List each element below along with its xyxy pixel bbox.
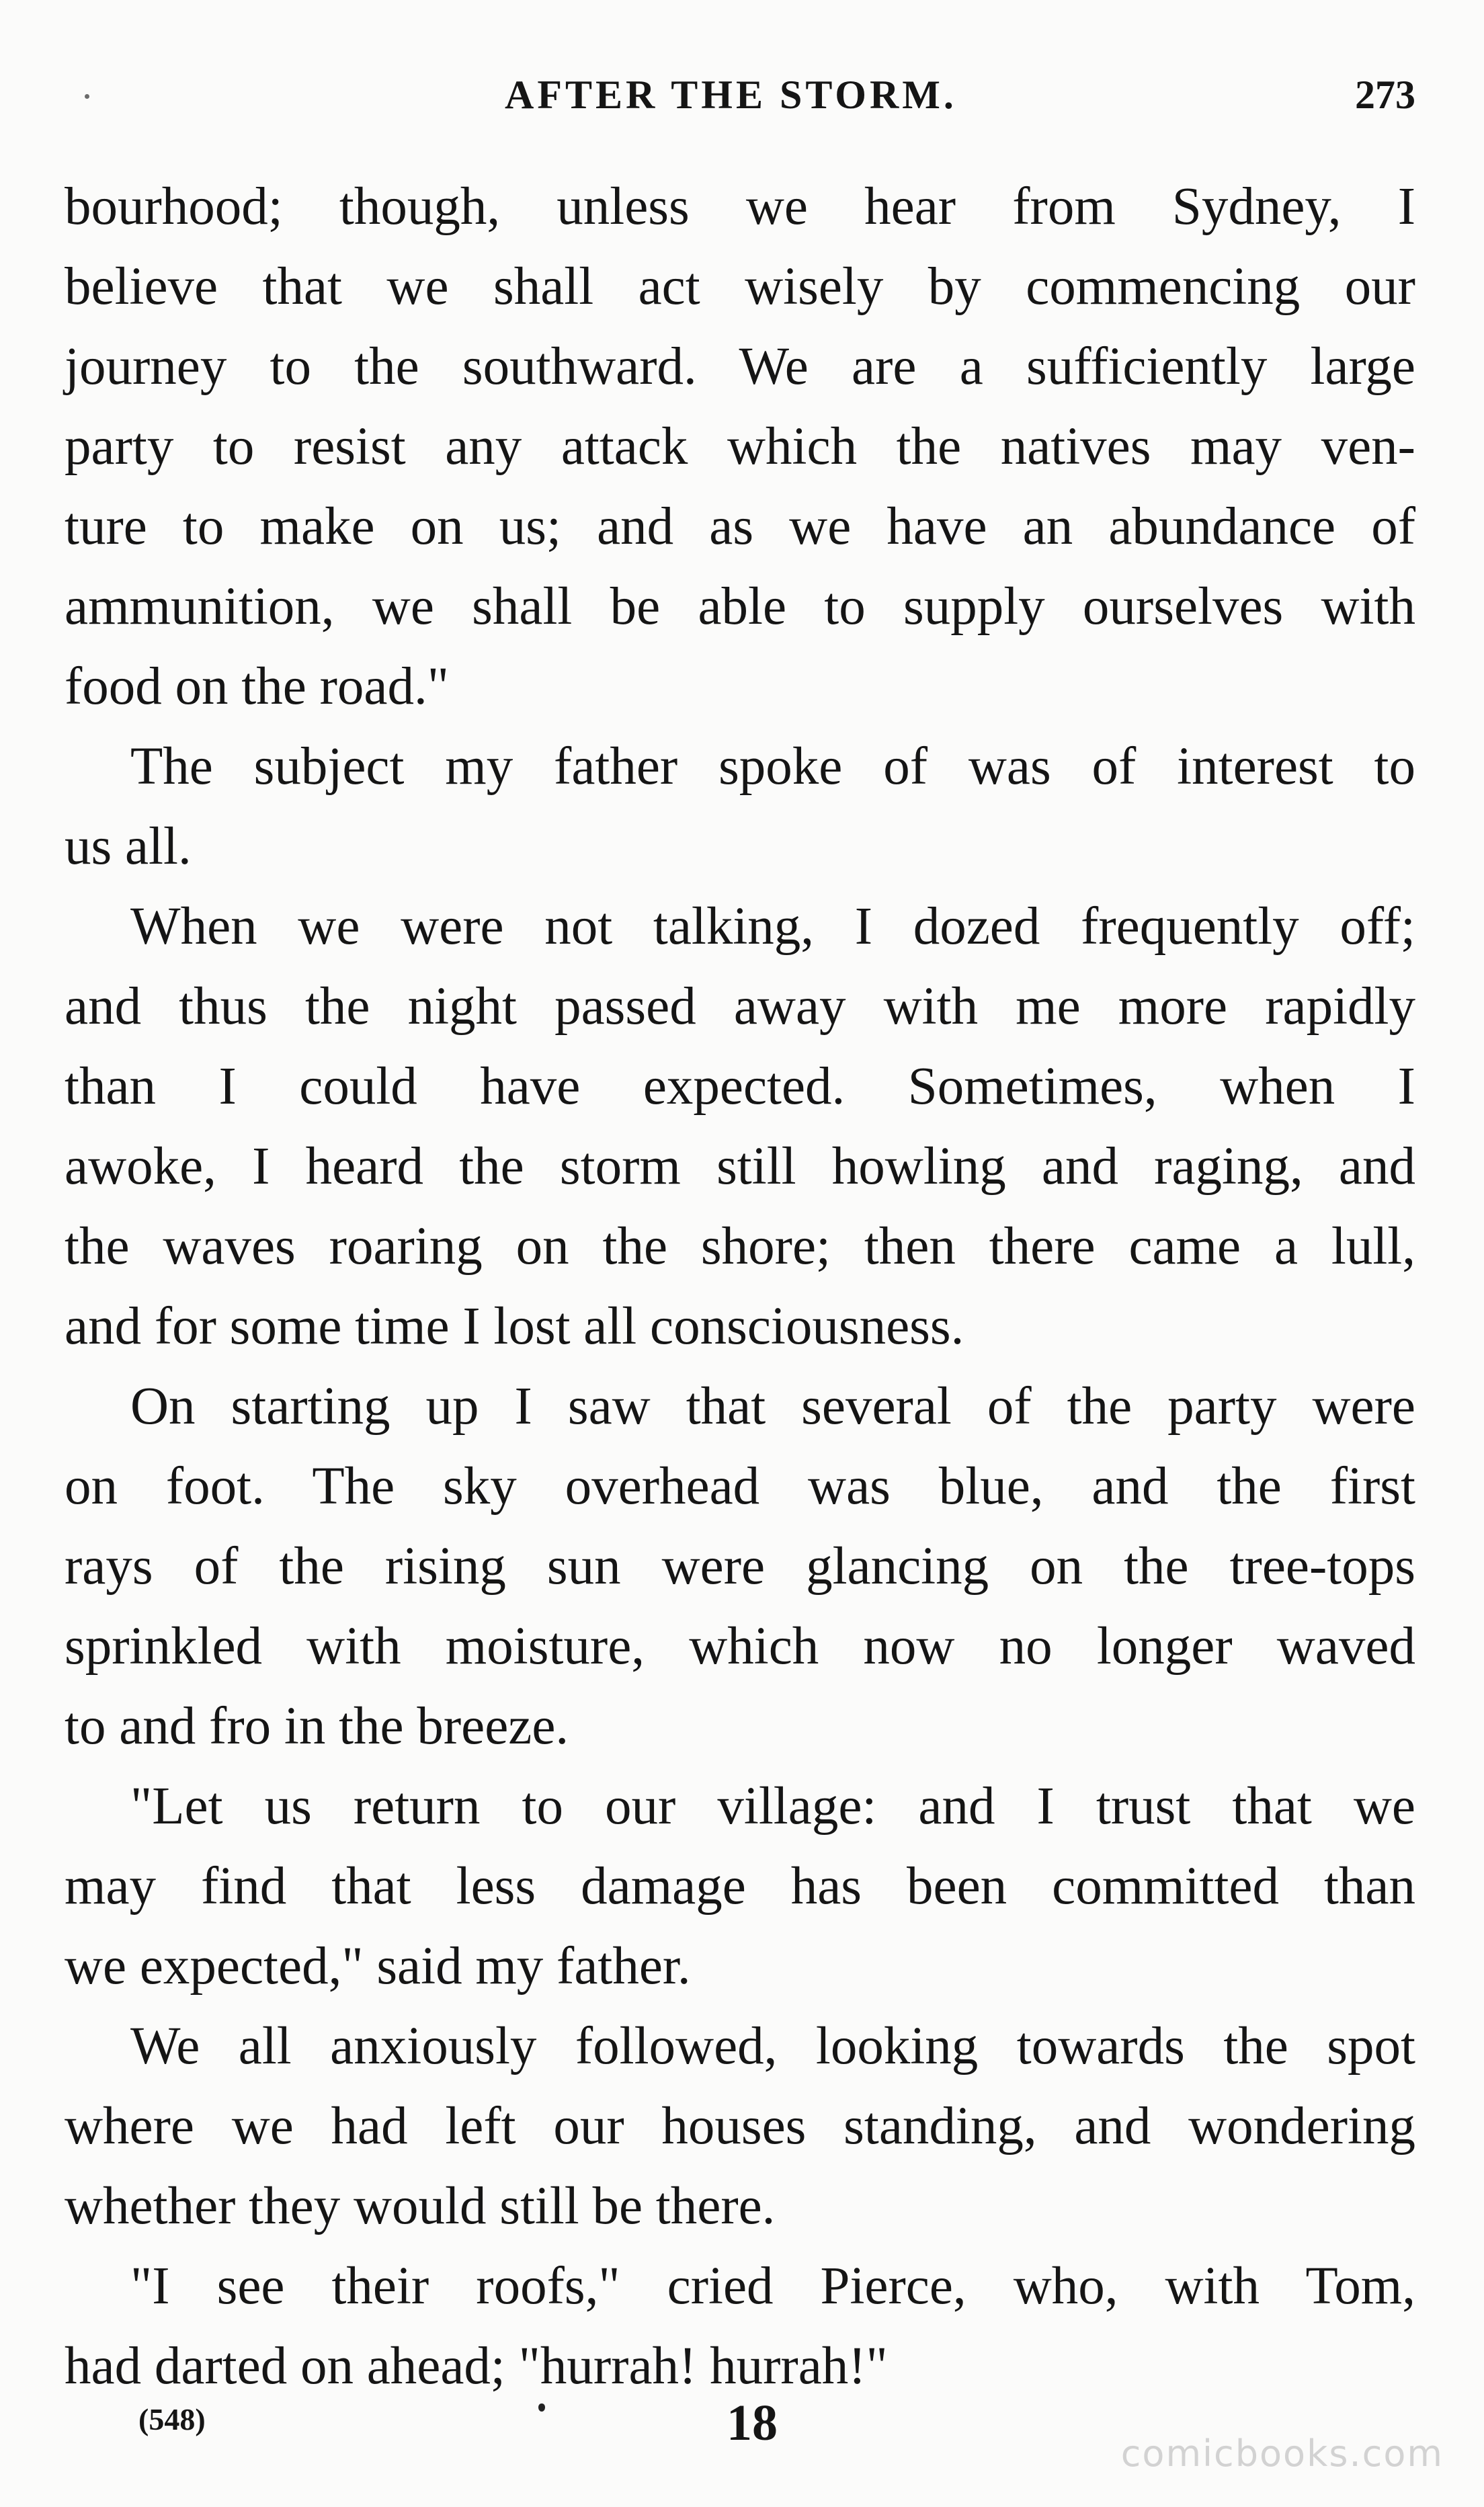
text-line: where we had left our houses standing, and wondering bbox=[65, 2097, 1415, 2155]
paragraph bbox=[65, 2006, 1415, 2246]
paragraph bbox=[65, 727, 1415, 887]
text-line: awoke, I heard the storm still howling and raging, and bbox=[65, 1137, 1415, 1196]
page-header bbox=[65, 65, 1415, 125]
text-line: We all anxiously followed, looking towards the spot bbox=[130, 2017, 1415, 2076]
footer-mark bbox=[538, 2403, 545, 2412]
sheet-number: 18 bbox=[727, 2395, 778, 2451]
text-line: and thus the night passed away with me more rapidly bbox=[65, 977, 1415, 1036]
text-line: to and fro in the breeze. bbox=[65, 1697, 569, 1756]
paragraph bbox=[65, 887, 1415, 1366]
text-line: ture to make on us; and as we have an abundance of bbox=[65, 497, 1415, 556]
text-line: rays of the rising sun were glancing on the tree-tops bbox=[65, 1537, 1415, 1596]
text-line: On starting up I saw that several of the party were bbox=[130, 1377, 1415, 1436]
text-line: food on the road." bbox=[65, 657, 449, 716]
text-line: had darted on ahead; "hurrah! hurrah!" bbox=[65, 2337, 888, 2395]
text-line: us all. bbox=[65, 817, 192, 876]
text-line: "I see their roofs," cried Pierce, who, with Tom, bbox=[130, 2257, 1415, 2315]
text-line: "Let us return to our village: and I trust that we bbox=[130, 1777, 1415, 1836]
text-line: whether they would still be there. bbox=[65, 2177, 776, 2235]
paragraph bbox=[65, 167, 1415, 727]
header-mark bbox=[85, 94, 89, 99]
watermark: comicbooks.com bbox=[1120, 2432, 1444, 2475]
paragraph bbox=[65, 1366, 1415, 1766]
text-line: ammunition, we shall be able to supply ourselves with bbox=[65, 577, 1415, 636]
text-line: we expected," said my father. bbox=[65, 1937, 691, 1996]
printer-signature: (548) bbox=[138, 2402, 206, 2436]
text-line: party to resist any attack which the natives may ven- bbox=[65, 417, 1415, 476]
text-line: bourhood; though, unless we hear from Sydney, I bbox=[65, 177, 1415, 236]
text-line: sprinkled with moisture, which now no longer waved bbox=[65, 1617, 1415, 1676]
text-line: journey to the southward. We are a sufficiently large bbox=[65, 337, 1415, 396]
text-line: than I could have expected. Sometimes, when I bbox=[65, 1057, 1415, 1116]
text-line: The subject my father spoke of was of interest to bbox=[130, 737, 1415, 796]
text-line: believe that we shall act wisely by commencing our bbox=[65, 257, 1415, 316]
text-line: the waves roaring on the shore; then there came a lull, bbox=[65, 1217, 1415, 1276]
text-line: When we were not talking, I dozed frequently off; bbox=[130, 897, 1415, 956]
paragraph bbox=[65, 1766, 1415, 2006]
page-number: 273 bbox=[1355, 73, 1415, 117]
text-line: and for some time I lost all consciousness. bbox=[65, 1297, 964, 1356]
text-line: may find that less damage has been committed than bbox=[65, 1857, 1415, 1916]
paragraph bbox=[65, 2246, 1415, 2406]
running-head: AFTER THE STORM. bbox=[505, 73, 957, 117]
text-line: on foot. The sky overhead was blue, and the first bbox=[65, 1457, 1415, 1516]
body-text bbox=[65, 167, 1415, 2406]
